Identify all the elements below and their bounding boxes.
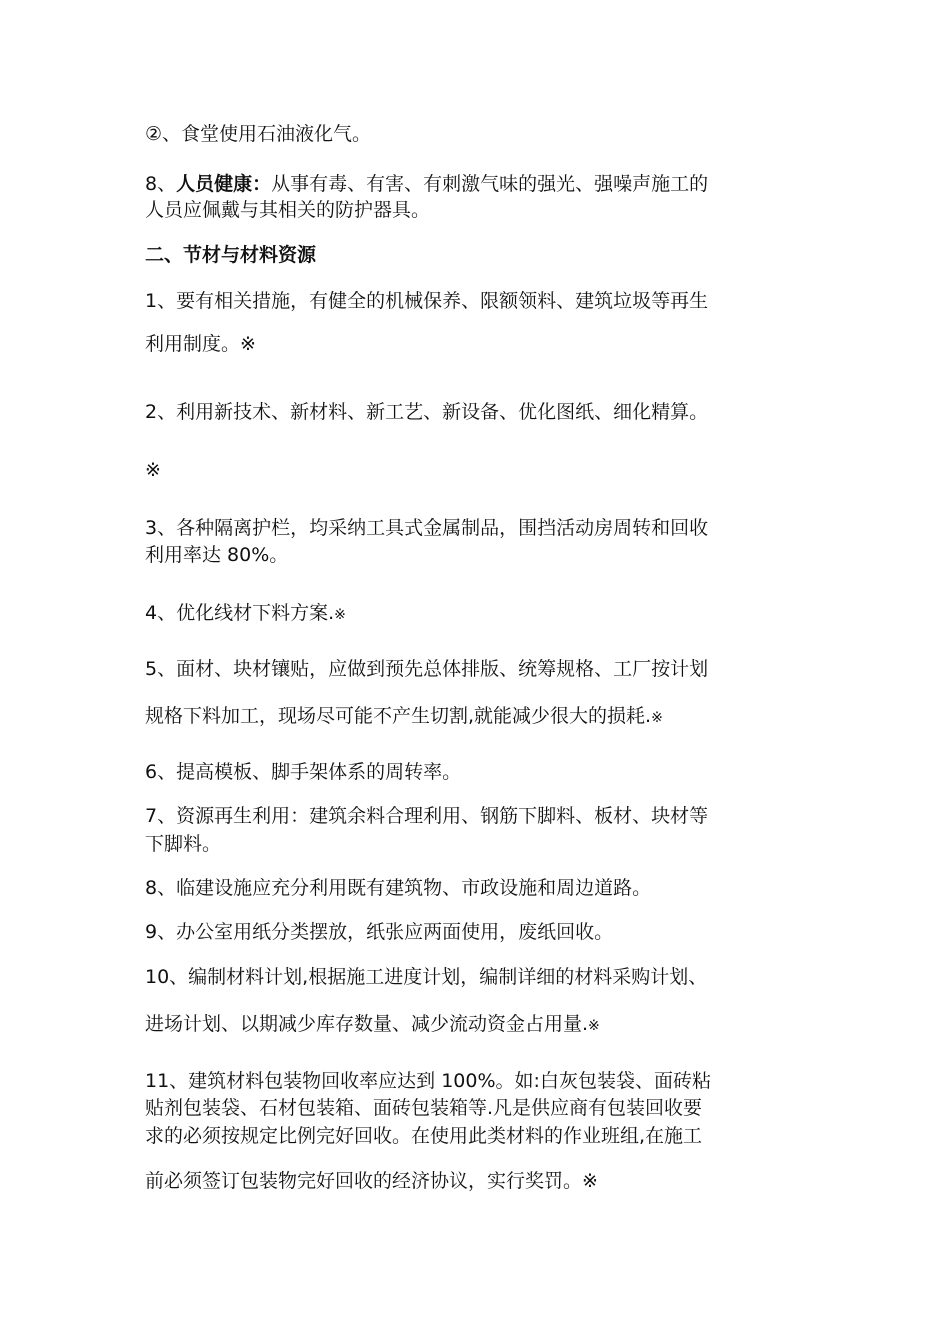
reference-mark: ※	[145, 459, 161, 481]
text-line: 3、各种隔离护栏，均采纳工具式金属制品，围挡活动房周转和回收	[145, 517, 709, 539]
text-line: 10、编制材料计划,根据施工进度计划，编制详细的材料采购计划、	[145, 966, 708, 988]
text-line	[145, 601, 815, 627]
text-line: 11、建筑材料包装物回收率应达到 100%。如:白灰包装袋、面砖粘	[145, 1070, 711, 1092]
text-line: ②、食堂使用石油液化气。	[145, 123, 372, 145]
text-line: 7、资源再生利用：建筑余料合理利用、钢筋下脚料、板材、块材等	[145, 805, 709, 827]
text-line: 2、利用新技术、新材料、新工艺、新设备、优化图纸、细化精算。	[145, 401, 709, 423]
text-line: 6、提高模板、脚手架体系的周转率。	[145, 761, 462, 783]
text-line: 贴剂包装袋、石材包装箱、面砖包装箱等.凡是供应商有包装回收要	[145, 1097, 703, 1119]
bold-term: 人员健康：	[176, 173, 272, 195]
section-heading: 二、节材与材料资源	[145, 244, 317, 266]
text-line: 利用制度。※	[145, 333, 256, 355]
text-line: 1、要有相关措施，有健全的机械保养、限额领料、建筑垃圾等再生	[145, 290, 709, 312]
text-line	[145, 1012, 815, 1038]
text-line: 人员应佩戴与其相关的防护器具。	[145, 199, 431, 221]
item-text: 4、优化线材下料方案.	[145, 602, 335, 624]
text-line	[145, 704, 815, 730]
text-line: 求的必须按规定比例完好回收。在使用此类材料的作业班组,在施工	[145, 1125, 703, 1147]
text-line: 下脚料。	[145, 833, 222, 855]
text-line: 9、办公室用纸分类摆放，纸张应两面使用，废纸回收。	[145, 921, 614, 943]
text-line: 5、面材、块材镶贴，应做到预先总体排版、统筹规格、工厂按计划	[145, 658, 709, 680]
reference-mark: ※	[334, 607, 346, 623]
reference-mark: ※	[651, 710, 663, 726]
item-text: 规格下料加工，现场尽可能不产生切割,就能减少很大的损耗.	[145, 705, 652, 727]
text-line: 利用率达 80%。	[145, 544, 289, 566]
text-line	[145, 172, 815, 196]
text-line: 8、临建设施应充分利用既有建筑物、市政设施和周边道路。	[145, 877, 652, 899]
item-text: 从事有毒、有害、有刺激气味的强光、强噪声施工的	[271, 173, 709, 195]
item-number: 8、	[145, 173, 177, 195]
text-line: 前必须签订包装物完好回收的经济协议，实行奖罚。※	[145, 1170, 598, 1192]
item-text: 进场计划、以期减少库存数量、减少流动资金占用量.	[145, 1013, 589, 1035]
reference-mark: ※	[588, 1018, 600, 1034]
